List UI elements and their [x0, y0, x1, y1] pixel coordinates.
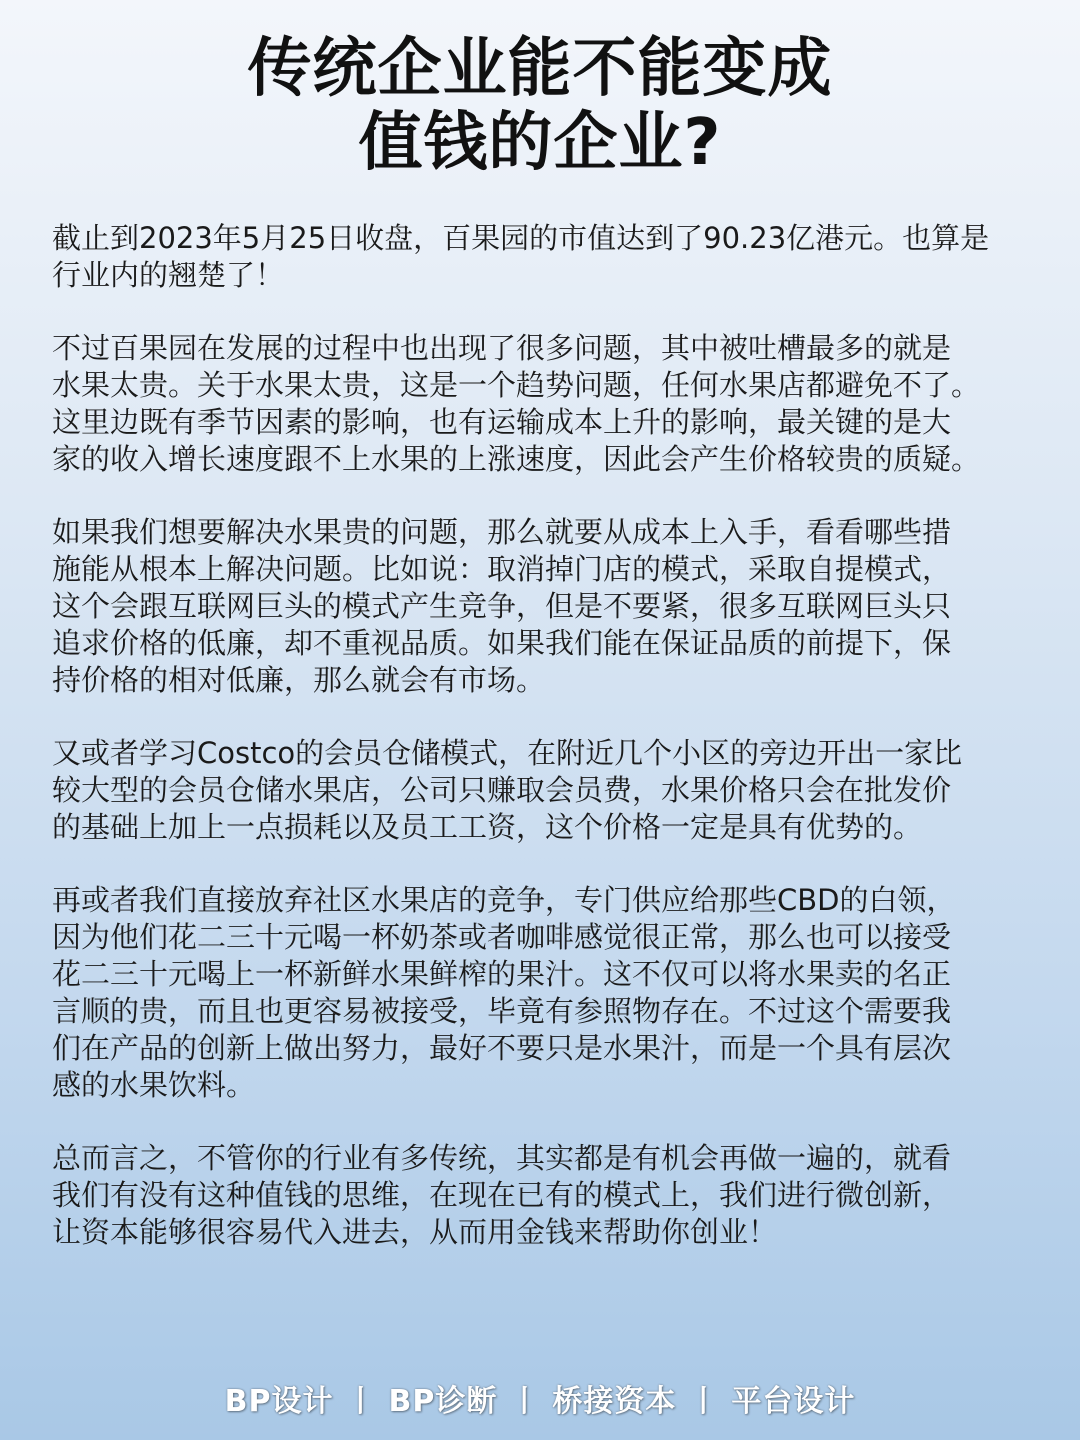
footer-separator: 丨	[345, 1384, 377, 1419]
footer-item-bp-diagnosis: BP诊断	[388, 1384, 498, 1419]
footer-separator: 丨	[509, 1384, 541, 1419]
footer-item-platform-design: 平台设计	[731, 1384, 856, 1419]
paragraph-6: 总而言之，不管你的行业有多传统，其实都是有机会再做一遍的，就看 我们有没有这种值钱的思维，在现在已有的模式上，我们进行微创新， 让资本能够很容易代入进去，从而用金钱来帮助你创业！	[52, 1141, 952, 1249]
paragraph-3: 如果我们想要解决水果贵的问题，那么就要从成本上入手，看看哪些措 施能从根本上解决问题。比如说：取消掉门店的模式，采取自提模式， 这个会跟互联网巨头的模式产生竞争，但是不要紧，很多互联网巨头只 追求价格的低廉，却不重视品质。如果我们能在保证品质的前提下，保 持价格的相对低廉，那么就会有市场。	[52, 515, 952, 697]
footer-item-bridge-capital: 桥接资本	[552, 1384, 677, 1419]
paragraph-2: 不过百果园在发展的过程中也出现了很多问题，其中被吐槽最多的就是 水果太贵。关于水果太贵，这是一个趋势问题，任何水果店都避免不了。 这里边既有季节因素的影响，也有运输成本上升的影响，最关键的是大 家的收入增长速度跟不上水果的上涨速度，因此会产生价格较贵的质疑。	[52, 331, 981, 476]
page-title	[0, 32, 1080, 180]
paragraph-4: 又或者学习Costco的会员仓储模式，在附近几个小区的旁边开出一家比 较大型的会员仓储水果店，公司只赚取会员费，水果价格只会在批发价 的基础上加上一点损耗以及员工工资，这个价格一定是具有优势的。	[52, 736, 963, 844]
footer-service-list	[0, 1382, 1080, 1422]
paragraph-1: 截止到2023年5月25日收盘，百果园的市值达到了90.23亿港元。也算是 行业内的翘楚了！	[52, 221, 990, 292]
footer-item-bp-design: BP设计	[224, 1384, 334, 1419]
paragraph-5: 再或者我们直接放弃社区水果店的竞争，专门供应给那些CBD的白领， 因为他们花二三十元喝一杯奶茶或者咖啡感觉很正常，那么也可以接受 花二三十元喝上一杯新鲜水果鲜榨的果汁。这不仅可以将水果卖的名正 言顺的贵，而且也更容易被接受，毕竟有参照物存在。不过这个需要我 们在产品的创新上做出努力，最好不要只是水果汁，而是一个具有层次 感的水果饮料。	[52, 883, 956, 1102]
footer-separator: 丨	[688, 1384, 720, 1419]
title-line-1: 传统企业能不能变成	[247, 32, 833, 106]
article-body	[52, 220, 1042, 1287]
title-line-2: 值钱的企业?	[358, 106, 722, 180]
